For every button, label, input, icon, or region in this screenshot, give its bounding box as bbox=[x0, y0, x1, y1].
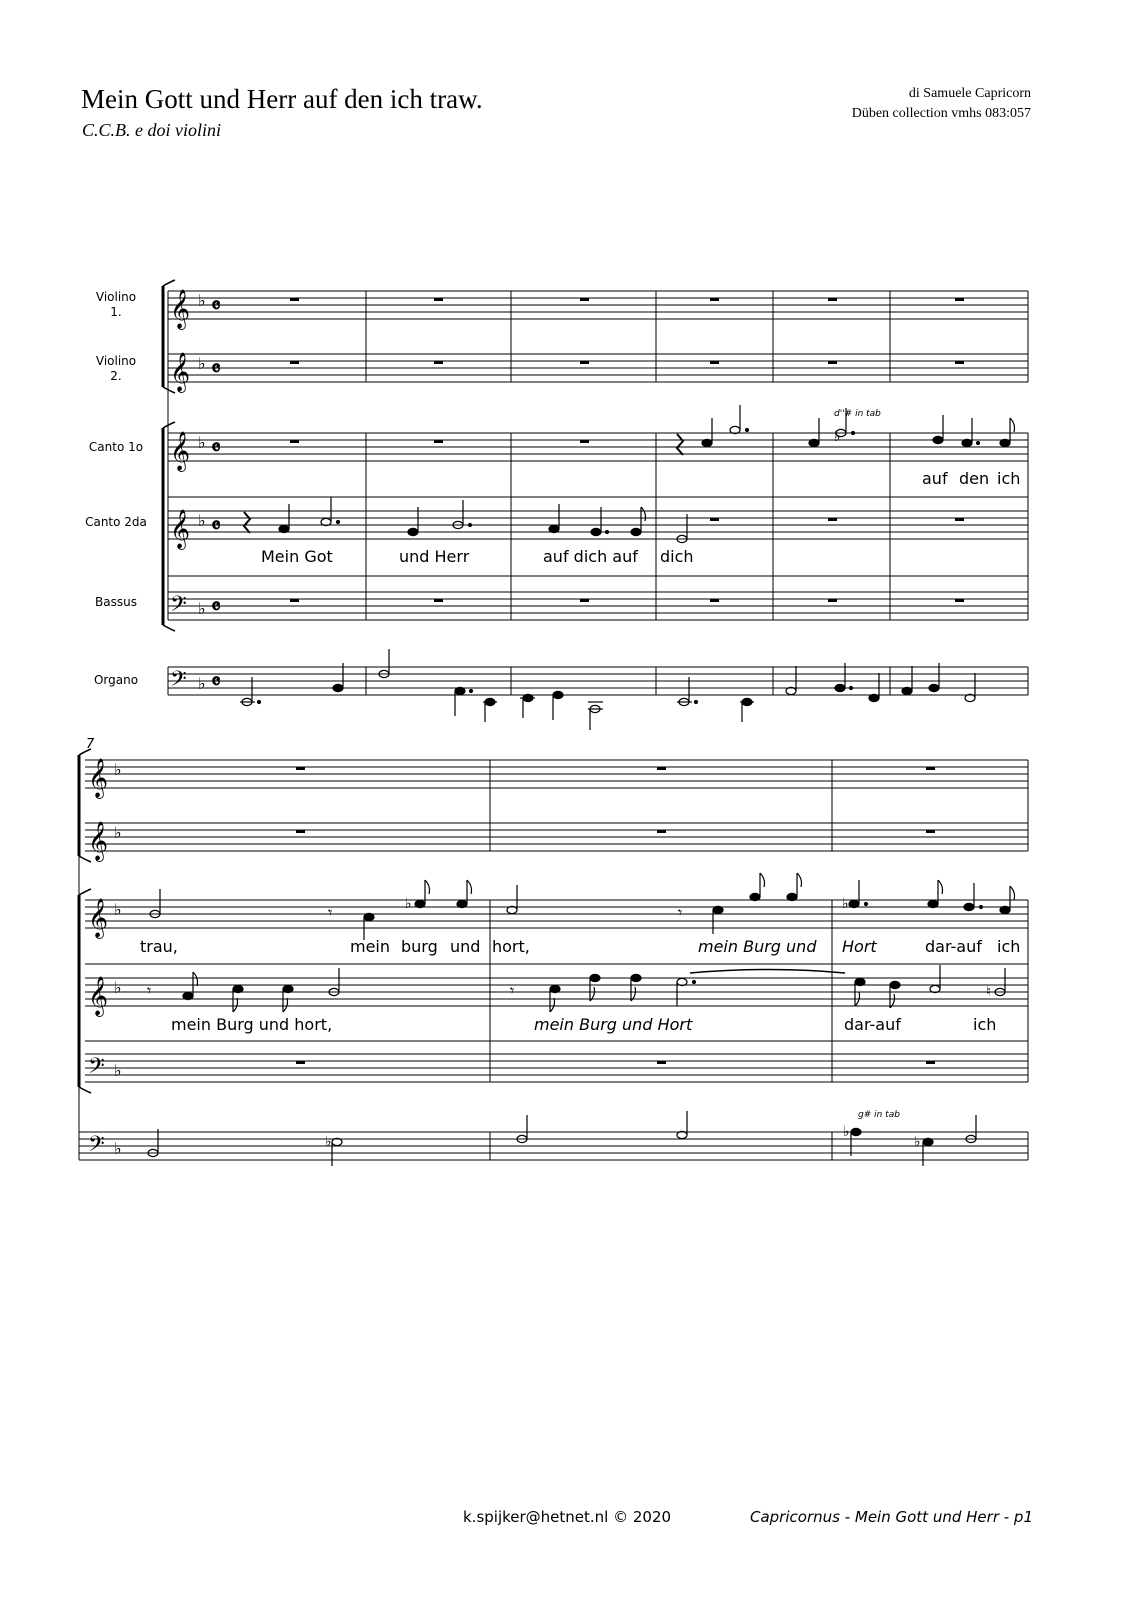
note bbox=[962, 439, 972, 446]
staff-violino2 bbox=[85, 823, 1028, 851]
whole-rest bbox=[926, 767, 935, 770]
whole-rest bbox=[296, 767, 305, 770]
staff-label-bassus: Bassus bbox=[95, 595, 137, 609]
staff-label-canto1: Canto 1o bbox=[88, 440, 144, 454]
tab-annotation: d''# in tab bbox=[834, 409, 881, 419]
lyric: dar-auf bbox=[925, 937, 982, 956]
staff-organo bbox=[168, 667, 1028, 695]
system-1-key-signatures bbox=[198, 291, 206, 693]
treble-clef-icon: 𝄞 bbox=[88, 976, 109, 1016]
common-time-icon: 𝄴 bbox=[211, 514, 221, 539]
note bbox=[869, 694, 879, 701]
note bbox=[923, 1138, 933, 1145]
page-subtitle: C.C.B. e doi violini bbox=[82, 120, 221, 140]
note bbox=[455, 687, 465, 694]
whole-rest bbox=[580, 361, 589, 364]
whole-rest bbox=[657, 1061, 666, 1064]
note bbox=[183, 992, 193, 999]
note bbox=[631, 974, 641, 981]
flat-icon: ♭ bbox=[198, 599, 206, 618]
eighth-rest: 𝄾 bbox=[328, 903, 333, 922]
flat-icon: ♭ bbox=[114, 978, 122, 997]
treble-clef-icon: 𝄞 bbox=[170, 289, 191, 329]
flat-icon: ♭ bbox=[325, 1134, 332, 1150]
system-1-clefs bbox=[170, 289, 190, 550]
note bbox=[902, 687, 912, 694]
staff-label-canto2: Canto 2da bbox=[85, 515, 147, 529]
note bbox=[849, 900, 859, 907]
staff-bassus bbox=[85, 1054, 1028, 1082]
whole-rest bbox=[434, 361, 443, 364]
note bbox=[415, 900, 425, 907]
staff-bassus bbox=[168, 592, 1028, 620]
eighth-rest: 𝄾 bbox=[510, 981, 515, 1000]
note bbox=[809, 439, 819, 446]
whole-rest bbox=[828, 298, 837, 301]
bass-clef-icon: 𝄢 bbox=[170, 592, 187, 622]
lyric: trau, bbox=[140, 937, 178, 956]
eighth-rest: 𝄾 bbox=[678, 903, 683, 922]
canto2-notes-s2 bbox=[183, 965, 1005, 1012]
note bbox=[702, 439, 712, 446]
flat-icon: ♭ bbox=[198, 674, 206, 693]
lyric: ich bbox=[973, 1015, 997, 1034]
note bbox=[750, 893, 760, 900]
staff-label-line: 2. bbox=[110, 369, 122, 383]
common-time-icon: 𝄴 bbox=[211, 436, 221, 461]
note bbox=[929, 684, 939, 691]
common-time-icon: 𝄴 bbox=[211, 294, 221, 319]
canto2-notes-s1 bbox=[279, 497, 687, 543]
staff-organo bbox=[79, 1132, 1028, 1160]
note bbox=[233, 985, 243, 992]
flat-icon: ♭ bbox=[198, 291, 206, 310]
lyric: Mein Got bbox=[261, 547, 333, 566]
common-time-icon: 𝄴 bbox=[211, 595, 221, 620]
composer-credit: di Samuele Capricorn bbox=[908, 86, 1031, 101]
note bbox=[964, 903, 974, 910]
note bbox=[364, 913, 374, 920]
flat-icon: ♭ bbox=[114, 1139, 122, 1158]
lyric: mein bbox=[350, 937, 391, 956]
treble-clef-icon: 𝄞 bbox=[88, 898, 109, 938]
note bbox=[333, 684, 343, 691]
lyric: mein Burg und bbox=[698, 937, 817, 956]
treble-clef-icon: 𝄞 bbox=[170, 431, 191, 471]
note bbox=[713, 906, 723, 913]
whole-rest bbox=[434, 440, 443, 443]
lyric: den bbox=[959, 469, 990, 488]
whole-rest bbox=[926, 1061, 935, 1064]
lyric: auf bbox=[922, 469, 948, 488]
lyric: mein Burg und Hort bbox=[534, 1015, 693, 1034]
whole-rest bbox=[580, 440, 589, 443]
staff-label-line: Violino bbox=[95, 354, 137, 368]
whole-rest bbox=[926, 830, 935, 833]
lyric: ich bbox=[997, 469, 1021, 488]
tab-annotation: g# in tab bbox=[858, 1110, 900, 1120]
whole-rest bbox=[955, 361, 964, 364]
note bbox=[928, 900, 938, 907]
whole-rest bbox=[828, 361, 837, 364]
note bbox=[631, 528, 641, 535]
flat-icon: ♭ bbox=[405, 896, 412, 912]
lyric: hort, bbox=[492, 937, 530, 956]
note bbox=[457, 900, 467, 907]
whole-rest bbox=[828, 599, 837, 602]
note bbox=[279, 525, 289, 532]
whole-rest bbox=[290, 298, 299, 301]
lyric: dich bbox=[660, 547, 694, 566]
whole-rest bbox=[290, 361, 299, 364]
treble-clef-icon: 𝄞 bbox=[88, 821, 109, 861]
quarter-rest bbox=[244, 512, 250, 533]
note bbox=[787, 893, 797, 900]
staff-violino1 bbox=[85, 760, 1028, 788]
staff-label-line: 1. bbox=[110, 305, 122, 319]
whole-rest bbox=[710, 599, 719, 602]
flat-icon: ♭ bbox=[842, 896, 849, 912]
staff-violino1 bbox=[168, 291, 1028, 319]
common-time-icon: 𝄴 bbox=[211, 670, 221, 695]
lyric: und bbox=[450, 937, 481, 956]
staff-canto1 bbox=[85, 900, 1028, 928]
note bbox=[550, 985, 560, 992]
system-2-bass-clefs bbox=[88, 1054, 105, 1162]
whole-rest bbox=[434, 298, 443, 301]
flat-icon: ♭ bbox=[834, 429, 841, 445]
note bbox=[408, 528, 418, 535]
whole-rest bbox=[828, 518, 837, 521]
staff-label-line: Violino bbox=[95, 290, 137, 304]
system-1-barlines bbox=[168, 291, 1028, 695]
whole-rest bbox=[290, 599, 299, 602]
lyric: auf dich auf bbox=[543, 547, 638, 566]
eighth-rest: 𝄾 bbox=[147, 981, 152, 1000]
page-title: Mein Gott und Herr auf den ich traw. bbox=[81, 84, 483, 114]
whole-rest bbox=[580, 298, 589, 301]
note bbox=[1000, 906, 1010, 913]
whole-rest bbox=[657, 830, 666, 833]
lyric: Hort bbox=[842, 937, 877, 956]
staff-canto1 bbox=[168, 433, 1028, 461]
flat-icon: ♭ bbox=[114, 1061, 122, 1080]
common-time-icon: 𝄴 bbox=[211, 357, 221, 382]
note bbox=[553, 691, 563, 698]
system-2-key-signatures bbox=[114, 760, 122, 1158]
staff-violino2 bbox=[168, 354, 1028, 382]
lyric: dar-auf bbox=[844, 1015, 901, 1034]
system-1-staves bbox=[168, 291, 1028, 695]
canto1-s2-accidentals bbox=[405, 896, 849, 912]
treble-clef-icon: 𝄞 bbox=[170, 509, 191, 549]
treble-clef-icon: 𝄞 bbox=[170, 352, 191, 392]
whole-rest bbox=[710, 298, 719, 301]
note bbox=[591, 528, 601, 535]
whole-rest bbox=[296, 1061, 305, 1064]
quarter-rest bbox=[677, 434, 683, 455]
natural-icon: ♮ bbox=[986, 984, 992, 1000]
lyric: und Herr bbox=[399, 547, 470, 566]
note bbox=[549, 525, 559, 532]
flat-icon: ♭ bbox=[198, 511, 206, 530]
flat-icon: ♭ bbox=[198, 354, 206, 373]
note bbox=[855, 978, 865, 985]
organo-notes-s1 bbox=[240, 649, 975, 730]
lyric: ich bbox=[997, 937, 1021, 956]
note bbox=[933, 436, 943, 443]
staff-label-organo: Organo bbox=[93, 673, 139, 687]
bass-clef-icon: 𝄢 bbox=[88, 1054, 105, 1084]
whole-rest bbox=[955, 518, 964, 521]
footer-page-info: Capricornus - Mein Gott und Herr - p1 bbox=[750, 1508, 1033, 1526]
whole-rest bbox=[955, 599, 964, 602]
footer-copyright: k.spijker@hetnet.nl © 2020 bbox=[463, 1508, 672, 1526]
whole-rest bbox=[296, 830, 305, 833]
note bbox=[283, 985, 293, 992]
treble-clef-icon: 𝄞 bbox=[88, 758, 109, 798]
note bbox=[590, 974, 600, 981]
flat-icon: ♭ bbox=[114, 900, 122, 919]
whole-rest bbox=[955, 298, 964, 301]
whole-rest bbox=[290, 440, 299, 443]
flat-icon: ♭ bbox=[843, 1124, 850, 1140]
source-credit: Düben collection vmhs 083:057 bbox=[851, 106, 1031, 121]
bass-clef-icon: 𝄢 bbox=[88, 1132, 105, 1162]
note bbox=[835, 684, 845, 691]
system-2-barlines bbox=[79, 755, 1028, 1160]
lyric: mein Burg und hort, bbox=[171, 1015, 333, 1034]
system-1-bass-clefs bbox=[170, 592, 187, 697]
measure-number: 7 bbox=[86, 737, 95, 752]
whole-rest bbox=[657, 767, 666, 770]
lyric: burg bbox=[401, 937, 438, 956]
note bbox=[851, 1128, 861, 1135]
half-rest bbox=[710, 518, 719, 521]
whole-rest bbox=[580, 599, 589, 602]
flat-icon: ♭ bbox=[114, 760, 122, 779]
note bbox=[890, 981, 900, 988]
flat-icon: ♭ bbox=[114, 823, 122, 842]
note bbox=[1000, 439, 1010, 446]
whole-rest bbox=[434, 599, 443, 602]
whole-rest bbox=[710, 361, 719, 364]
flat-icon: ♭ bbox=[914, 1134, 921, 1150]
system-2-staves bbox=[79, 760, 1028, 1160]
flat-icon: ♭ bbox=[198, 433, 206, 452]
system-2-clefs bbox=[88, 758, 108, 1017]
bass-clef-icon: 𝄢 bbox=[170, 667, 187, 697]
